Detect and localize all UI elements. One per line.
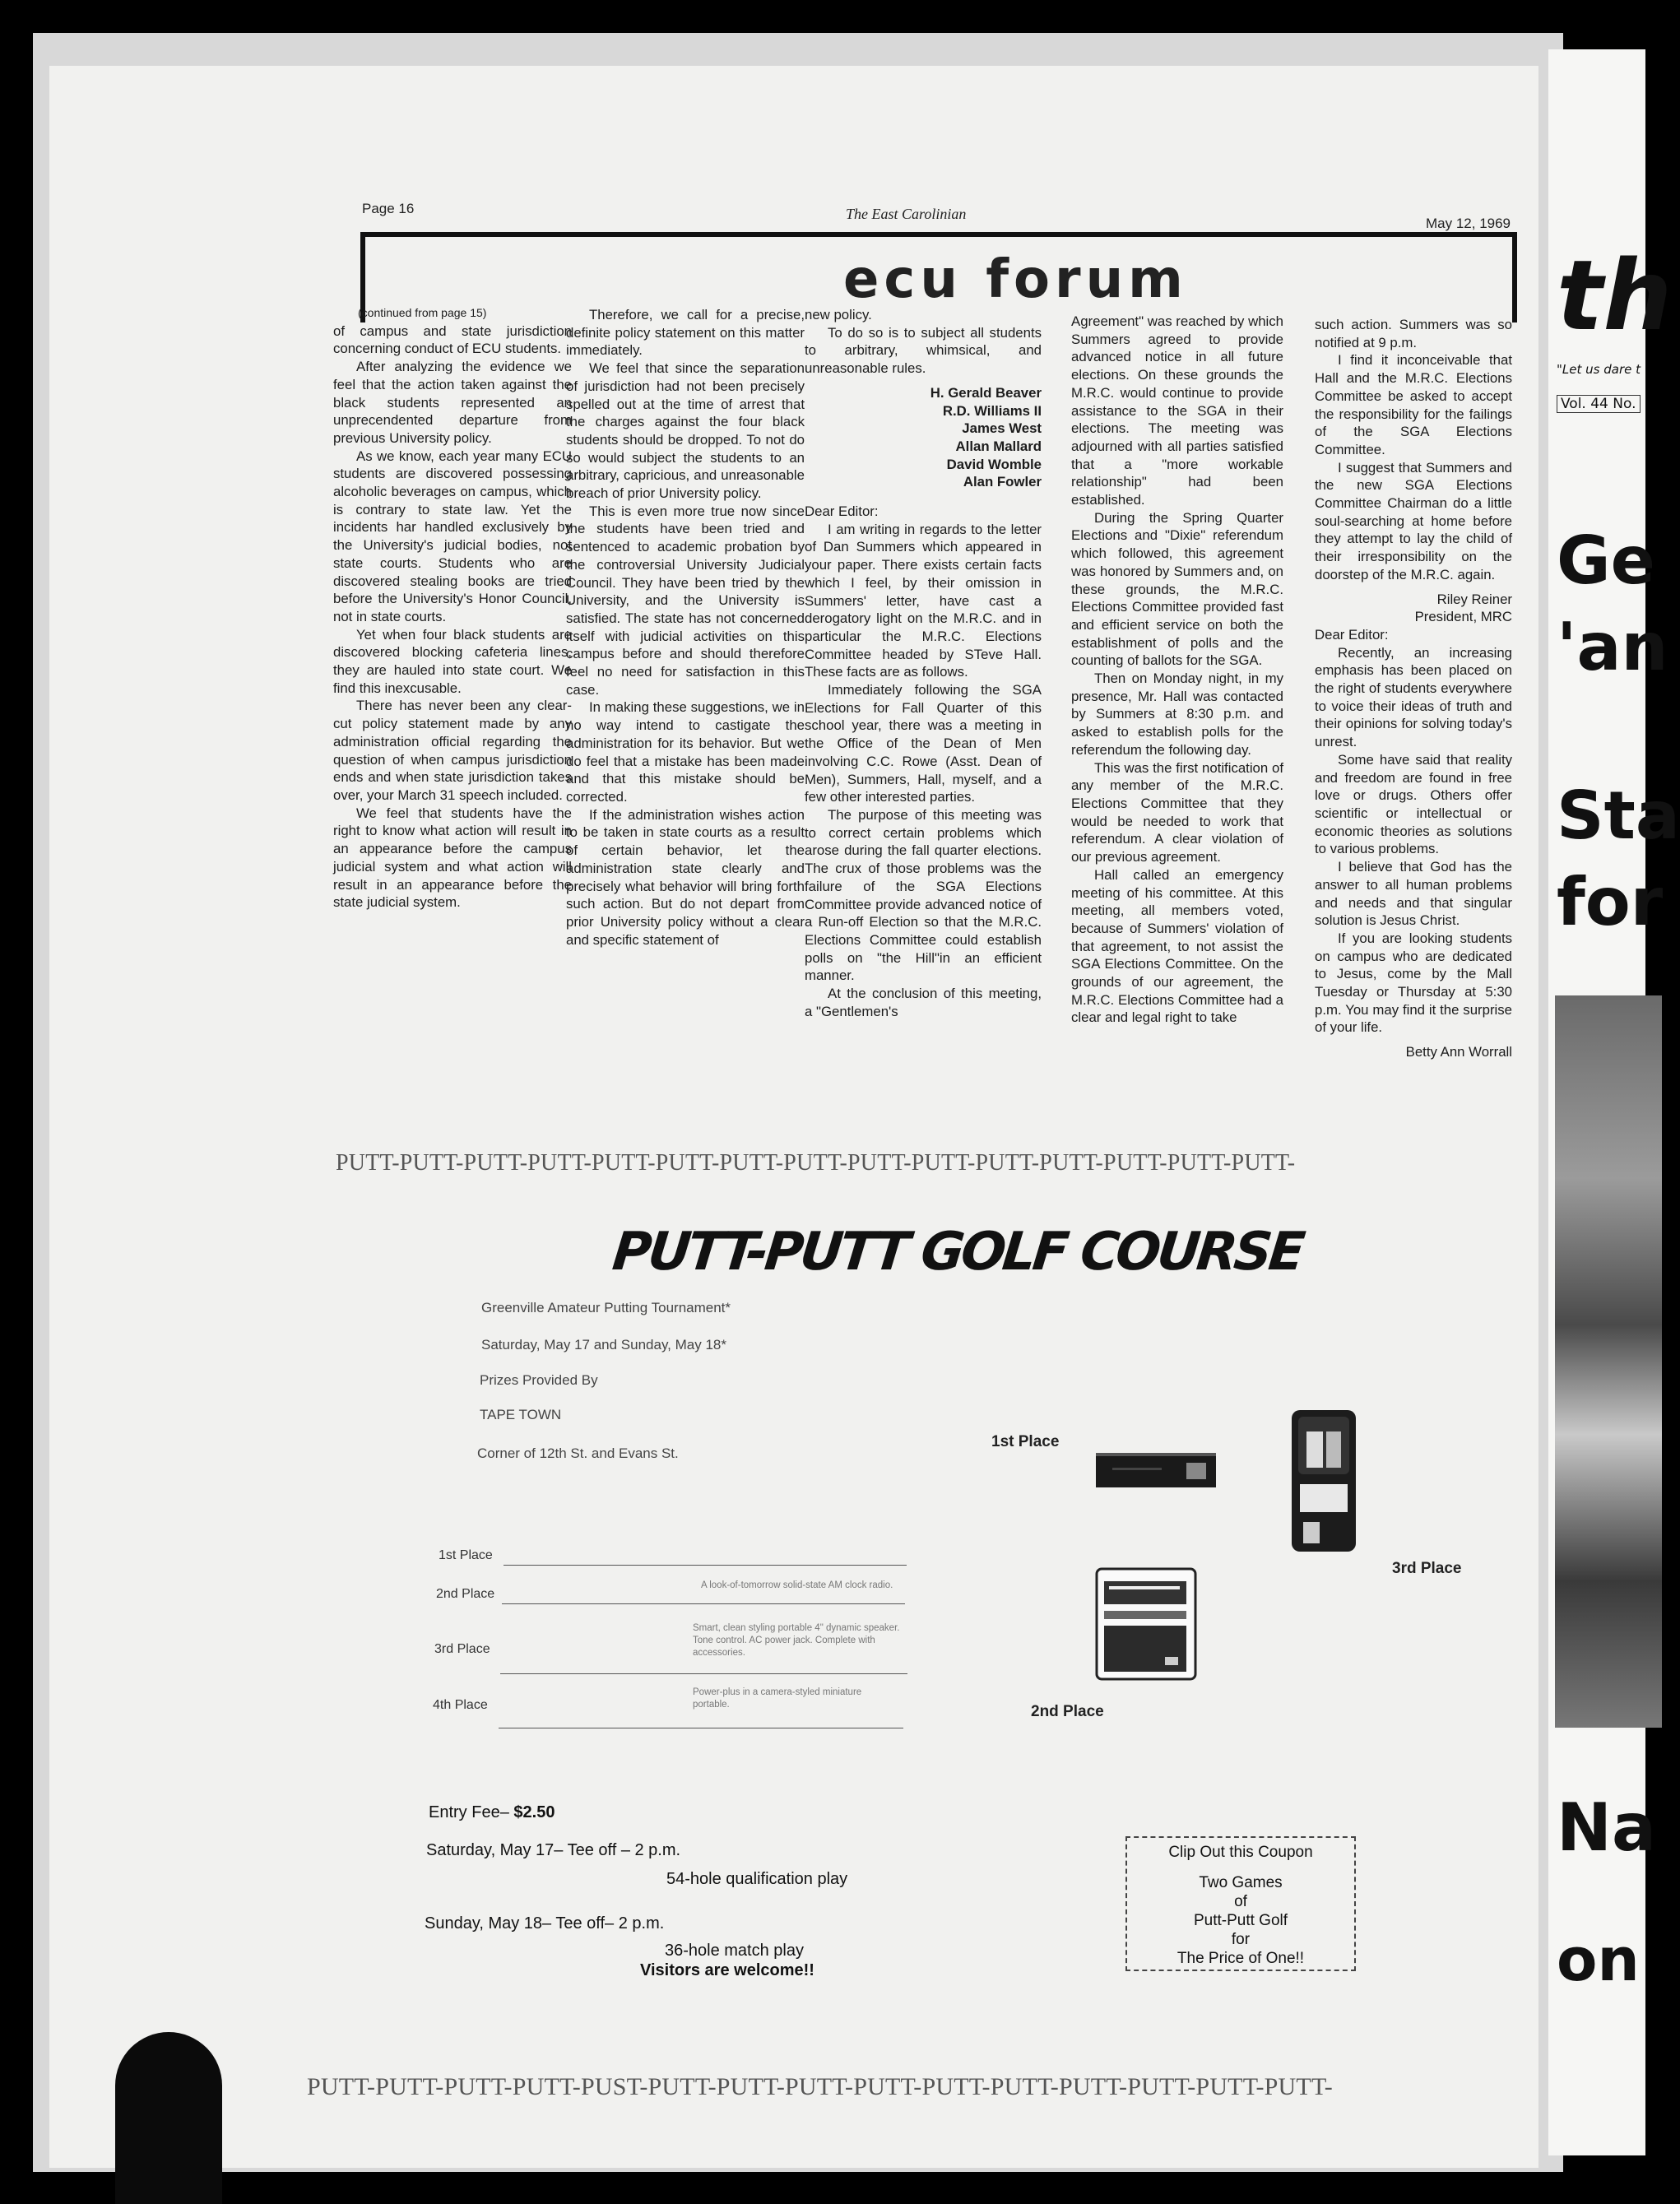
paragraph: Therefore, we call for a precise, definite policy statement on this matter immediately. [566, 307, 805, 359]
adjacent-page [1548, 49, 1680, 2155]
saturday-tee-off: Saturday, May 17– Tee off – 2 p.m. [426, 1841, 681, 1859]
entry-fee-label: Entry Fee– [429, 1803, 509, 1821]
ad-info-line: Prizes Provided By [480, 1372, 598, 1388]
signature: H. Gerald Beaver [930, 384, 1042, 401]
paragraph: Then on Monday night, in my presence, Mr. Hall was contacted by Summers at 8:30 p.m. and asked to establish polls for the referendum the following day. [1071, 670, 1283, 758]
paragraph: We feel that students have the right to know what action will result in an appearance before the campus judicial system and what action will result in an appearance before the state judicial system. [333, 805, 572, 911]
paragraph: such action. Summers was so notified at 9 p.m. [1315, 317, 1512, 350]
paragraph: The purpose of this meeting was to correct certain problems which arose during the fall quarter elections. The crux of those problems was the failure of the SGA Elections Committee provide advanced notice of a Run-off Election so that the M.R.C. Elections Committee could establish polls on "the Hill"in an efficient manner. [805, 806, 1042, 984]
coupon-line: of [1234, 1893, 1247, 1910]
sunday-tee-off: Sunday, May 18– Tee off– 2 p.m. [425, 1914, 665, 1933]
adjacent-motto: "Let us dare t [1557, 362, 1641, 377]
ad-title: PUTT-PUTT GOLF COURSE [610, 1222, 1305, 1283]
paragraph: If the administration wishes action to be taken in state courts as a result of certain behavior, let the administration state clearly and precisely what behavior will bring forth such action. But do not depart from prior University policy without a clear and specific statement of [566, 806, 805, 948]
paragraph: This is even more true now since the students have been tried and sentenced to academic probation by the controversial University Judicial Council. They have been tried by the University, and the University is satisfied. The state has not concerned itself with judicial activities on this campus before and should therefore feel no need for satisfaction in this case. [566, 503, 805, 698]
signature: James West [962, 420, 1042, 437]
paragraph: I find it inconceivable that Hall and the M.R.C. Elections Committee be asked to accept the responsibility for the failings of the SGA Elections Committee. [1315, 352, 1512, 457]
adjacent-photo [1555, 995, 1662, 1728]
ad-info-line: Corner of 12th St. and Evans St. [477, 1445, 679, 1461]
miniature-portable-image [1094, 1566, 1198, 1682]
signature: Allan Mallard [955, 438, 1042, 454]
paragraph: At the conclusion of this meeting, a "Gentlemen's [805, 986, 1042, 1019]
paragraph: After analyzing the evidence we feel that the action taken against the black students represented an unprecendented departure from previous University policy. [333, 359, 572, 446]
putt-banner-top: PUTT-PUTT-PUTT-PUTT-PUTT-PUTT-PUTT-PUTT-PUTT-PUTT-PUTT-PUTT-PUTT-PUTT-PUTT- [336, 1150, 1296, 1176]
scan-shadow [115, 2032, 222, 2204]
continued-note: (continued from page 15) [358, 306, 487, 319]
article-column-3 [805, 306, 1042, 1020]
paragraph: Recently, an increasing emphasis has been placed on the right of students everywhere to voice their ideas of truth and their opinions for solving today's unrest. [1315, 644, 1512, 750]
coupon-line: Clip Out this Coupon [1168, 1844, 1313, 1861]
adjacent-volume: Vol. 44 No. [1557, 395, 1641, 413]
paragraph: I believe that God has the answer to all human problems and needs and that singular solution is Jesus Christ. [1315, 859, 1512, 929]
signature-title: President, MRC [1414, 609, 1512, 625]
coupon-line: for [1231, 1931, 1251, 1948]
prize-description: A look-of-tomorrow solid-state AM clock radio. [701, 1580, 893, 1590]
paragraph: If you are looking students on campus who are dedicated to Jesus, come by the Mall Tuesday or Thursday at 5:30 p.m. You may find it the surprise of your life. [1315, 930, 1512, 1036]
saturday-play: 54-hole qualification play [666, 1870, 848, 1888]
paragraph: Agreement" was reached by which Summers agreed to provide advanced notice in all future elections. On these grounds the M.R.C. would continue to provide assistance to the SGA in their elections. The meeting was adjourned with all parties satisfied that a "more workable relationship" had been established. [1071, 313, 1283, 508]
adjacent-headline: Sta [1557, 777, 1680, 854]
paragraph: To do so is to subject all students to arbitrary, whimsical, and unreasonable rules. [805, 324, 1042, 377]
ad-info-line: Saturday, May 17 and Sunday, May 18* [481, 1337, 726, 1353]
coupon-line: The Price of One!! [1176, 1950, 1305, 1967]
coupon-line: Putt-Putt Golf [1193, 1912, 1288, 1929]
coupon-line: Two Games [1199, 1874, 1283, 1891]
adjacent-headline: 'an [1557, 609, 1668, 685]
signature: Betty Ann Worrall [1405, 1044, 1512, 1060]
article-column-2 [566, 306, 805, 949]
paragraph: Immediately following the SGA Elections for Fall Quarter of this school year, there was a meeting in the Office of the Dean of Men involving C.C. Rowe (Asst. Dean of Men), Summers, Hall, myself, and a few other interested parties. [805, 682, 1042, 805]
visitors-welcome: Visitors are welcome!! [640, 1961, 814, 1979]
paragraph: Some have said that reality and freedom are found in free love or drugs. Others offer scientific or intellectual or economic theories as solutions to various problems. [1315, 751, 1512, 857]
issue-date: May 12, 1969 [1426, 216, 1511, 231]
adjacent-headline: Ge [1557, 522, 1655, 599]
entry-fee-value: $2.50 [513, 1803, 555, 1821]
sunday-play: 36-hole match play [665, 1942, 804, 1960]
paragraph: of campus and state jurisdiction concerning conduct of ECU students. [333, 322, 572, 357]
paragraph: During the Spring Quarter Elections and "Dixie" referendum which followed, this agreement was honored by Summers and, on these grounds, the M.R.C. Elections Committee provided fast and efficient service on both the establishment of polls and the counting of ballots for the SGA. [1071, 509, 1283, 669]
prize-image-label: 2nd Place [1031, 1703, 1104, 1720]
adjacent-masthead: th [1557, 239, 1673, 352]
paragraph: I suggest that Summers and the new SGA Elections Committee Chairman do a little soul-searching at home before they attempt to lay the child of their irresponsibility on the doorstep of the M.R.C. again. [1315, 459, 1512, 582]
prize-row-label: 3rd Place [434, 1642, 490, 1656]
adjacent-headline: for [1557, 864, 1664, 940]
paragraph: I am writing in regards to the letter of Dan Summers which appeared in your paper. There exists certain facts which I feel, by their omission in Summers' letter, have cast a derogatory light on the M.R.C. and in particular the M.R.C. Elections Committee headed by STeve Hall. These facts are as follows. [805, 521, 1042, 680]
prize-description: Smart, clean styling portable 4" dynamic speaker. Tone control. AC power jack. Complete with accessories. [693, 1623, 900, 1658]
signature: Alan Fowler [963, 474, 1042, 490]
portable-speaker-image [1288, 1407, 1359, 1555]
paragraph: We feel that since the separation of jurisdiction had not been precisely spelled out at the time of arrest that the charges against the four black students should be dropped. To not do so would subject the students to an arbitrary, capricious, and unreasonable breach of prior University policy. [566, 360, 805, 502]
prize-row-label: 2nd Place [436, 1587, 495, 1601]
ad-info-line: TAPE TOWN [480, 1407, 562, 1422]
prize-image-label: 3rd Place [1392, 1560, 1462, 1577]
article-column-4 [1071, 313, 1283, 1027]
paragraph: Yet when four black students are discovered blocking cafeteria lines, they are hauled into state court. We find this inexcusable. [333, 626, 572, 696]
adjacent-headline: on [1557, 1925, 1640, 1994]
paragraph: new policy. [805, 307, 872, 322]
prize-row-line [502, 1603, 905, 1604]
paragraph: Hall called an emergency meeting of his committee. At this meeting, all members voted, because of Summers' violation of that agreement, to not assist the SGA Elections Committee. On the grounds of our agreement, the M.R.C. Elections Committee had a clear and legal right to take [1071, 866, 1283, 1026]
signature: David Womble [946, 456, 1042, 472]
paragraph: There has never been any clear-cut policy statement made by any administration official regarding the question of when campus jurisdiction ends and when state jurisdiction takes over, your March 31 speech included. [333, 698, 572, 803]
coupon-box [1125, 1836, 1356, 1971]
paragraph: In making these suggestions, we in no way intend to castigate the administration for its behavior. But we do feel that a mistake has been made and that this mistake should be corrected. [566, 699, 805, 805]
entry-fee-line [429, 1803, 555, 1822]
prize-row-label: 1st Place [439, 1548, 493, 1562]
ad-info-line: Greenville Amateur Putting Tournament* [481, 1300, 731, 1315]
salutation: Dear Editor: [1315, 626, 1389, 643]
paragraph: This was the first notification of any member of the M.R.C. Elections Committee that they would be needed to work that referendum. A clear violation of our previous agreement. [1071, 759, 1283, 865]
article-column-5 [1315, 316, 1512, 1061]
signature-name: Riley Reiner [1436, 591, 1512, 607]
page-number: Page 16 [362, 201, 415, 216]
putt-banner-bottom: PUTT-PUTT-PUTT-PUTT-PUST-PUTT-PUTT-PUTT-PUTT-PUTT-PUTT-PUTT-PUTT-PUTT-PUTT- [307, 2073, 1333, 2100]
prize-image-label: 1st Place [991, 1433, 1060, 1450]
prize-row-line [500, 1673, 907, 1674]
paragraph: As we know, each year many ECU students are discovered possessing alcoholic beverages on campus, which is contrary to state law. Yet the incidents har handled exclusively by the University's judicial bodies, not state courts. Students who are discovered stealing books are tried before the University's Honor Council, not in state courts. [333, 448, 572, 624]
section-title: ecu forum [843, 249, 1188, 310]
adjacent-headline: Na [1557, 1789, 1656, 1866]
prize-row-line [504, 1565, 907, 1566]
article-column-1 [333, 304, 572, 912]
paper-name: The East Carolinian [846, 206, 967, 222]
clock-radio-image [1096, 1451, 1216, 1489]
prize-description: Power-plus in a camera-styled miniature portable. [693, 1687, 862, 1710]
prize-row-label: 4th Place [433, 1698, 488, 1712]
signature: R.D. Williams II [942, 402, 1042, 419]
salutation: Dear Editor: [805, 503, 879, 520]
